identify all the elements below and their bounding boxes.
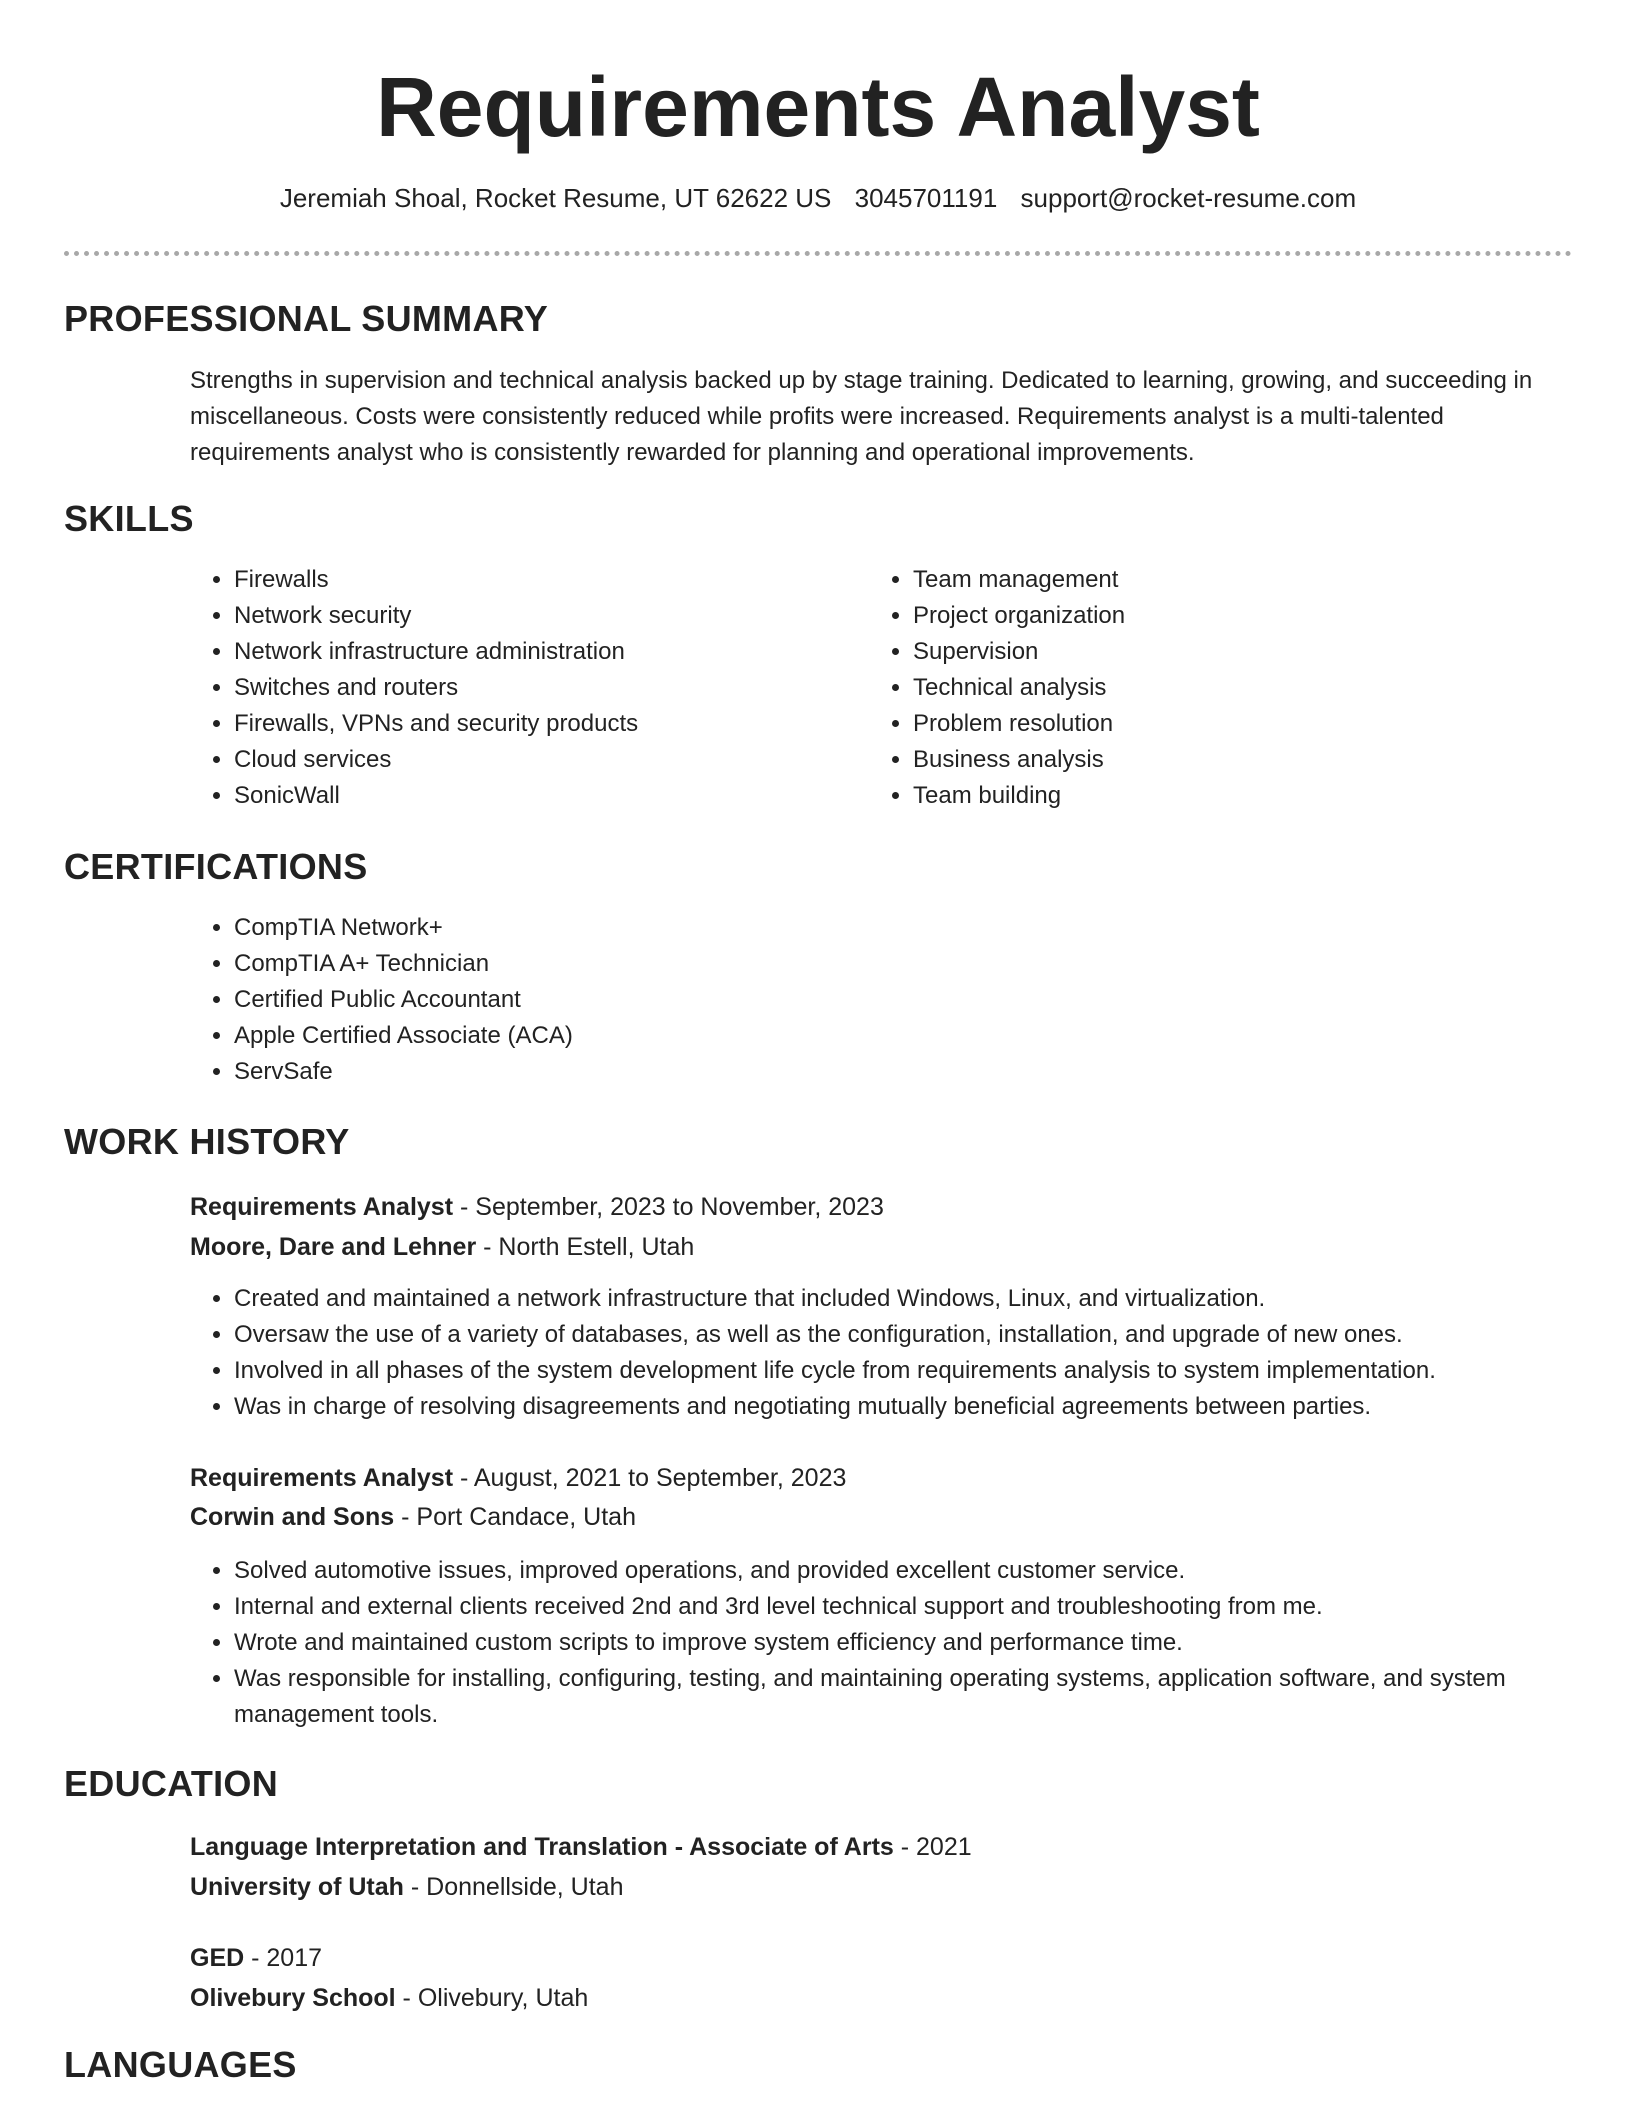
education-1-degree-line [190,1829,972,1865]
list-item: • Cloud services [234,742,834,778]
job-location: - North Estell, Utah [476,1233,695,1261]
header-divider [64,251,1572,256]
summary-text: Strengths in supervision and technical analysis backed up by stage training. Dedicated to learning, growing, and succeeding in miscellaneous. Costs were consistently reduced while profits were increased. Requirements analyst is a multi-talented requirements analyst who is consistently rewarded for planning and operational improvements. [190,367,1533,466]
list-item: • Created and maintained a network infrastructure that included Windows, Linux, and virtualization. [234,1281,1614,1317]
education-heading: EDUCATION [64,1763,279,1804]
resume-title: Requirements Analyst [376,60,1260,154]
list-item: • Project organization [913,598,1513,634]
job-company: Corwin and Sons [190,1503,395,1531]
list-item: • CompTIA A+ Technician [234,946,1534,982]
job-dates: - September, 2023 to November, 2023 [453,1193,884,1221]
list-item: • Solved automotive issues, improved operations, and provided excellent customer service. [234,1553,1614,1589]
list-item: • Team building [913,778,1513,814]
job-1-company-line [190,1229,694,1265]
contact-address: Jeremiah Shoal, Rocket Resume, UT 62622 US [279,183,832,213]
skills-list-left [190,562,834,814]
job-2-title-line [190,1460,846,1496]
list-item: • Network infrastructure administration [234,634,834,670]
education-location: - Donnellside, Utah [403,1873,624,1901]
list-item: • Firewalls [234,562,834,598]
job-2-bullets [190,1553,1614,1733]
list-item: • Certified Public Accountant [234,982,1534,1018]
education-1-school-line [190,1869,624,1905]
certifications-list [190,910,1534,1090]
list-item: • Involved in all phases of the system development life cycle from requirements analysis to system implementation. [234,1353,1614,1389]
list-item: • Network security [234,598,834,634]
list-item: • SonicWall [234,778,834,814]
education-year: - 2017 [244,1944,323,1972]
list-item: • Internal and external clients received 2nd and 3rd level technical support and troubleshooting from me. [234,1589,1614,1625]
list-item: • Switches and routers [234,670,834,706]
summary-heading: PROFESSIONAL SUMMARY [64,298,549,339]
job-1-bullets [190,1281,1614,1425]
education-school: University of Utah [190,1873,404,1901]
skills-heading: SKILLS [64,498,194,539]
job-title: Requirements Analyst [190,1464,454,1492]
list-item: • Oversaw the use of a variety of databases, as well as the configuration, installation, and upgrade of new ones. [234,1317,1614,1353]
certifications-heading: CERTIFICATIONS [64,846,368,887]
contact-email: support@rocket-resume.com [1020,183,1357,213]
list-item: • Technical analysis [913,670,1513,706]
job-2-company-line [190,1499,636,1535]
list-item: • Wrote and maintained custom scripts to improve system efficiency and performance time. [234,1625,1614,1661]
education-degree: Language Interpretation and Translation - Associate of Arts [190,1833,894,1861]
job-location: - Port Candace, Utah [394,1503,636,1531]
education-location: - Olivebury, Utah [395,1984,589,2012]
skills-list-right [869,562,1513,814]
education-2-degree-line [190,1940,322,1976]
job-company: Moore, Dare and Lehner [190,1233,477,1261]
list-item: • Was in charge of resolving disagreements and negotiating mutually beneficial agreements between parties. [234,1389,1614,1425]
list-item: • ServSafe [234,1054,1534,1090]
work-history-heading: WORK HISTORY [64,1121,350,1162]
contact-line [64,181,1572,215]
list-item: • Supervision [913,634,1513,670]
list-item: • Team management [913,562,1513,598]
languages-heading: LANGUAGES [64,2044,297,2085]
contact-phone: 3045701191 [854,183,998,213]
list-item: • Apple Certified Associate (ACA) [234,1018,1534,1054]
job-1-title-line [190,1189,884,1225]
education-year: - 2021 [893,1833,972,1861]
education-school: Olivebury School [190,1984,396,2012]
education-2-school-line [190,1980,588,2016]
education-degree: GED [190,1944,245,1972]
list-item: • Problem resolution [913,706,1513,742]
list-item: • Firewalls, VPNs and security products [234,706,834,742]
job-dates: - August, 2021 to September, 2023 [453,1464,847,1492]
job-title: Requirements Analyst [190,1193,454,1221]
list-item: • CompTIA Network+ [234,910,1534,946]
list-item: • Was responsible for installing, configuring, testing, and maintaining operating systems, application software, and system management tools. [234,1661,1614,1733]
list-item: • Business analysis [913,742,1513,778]
